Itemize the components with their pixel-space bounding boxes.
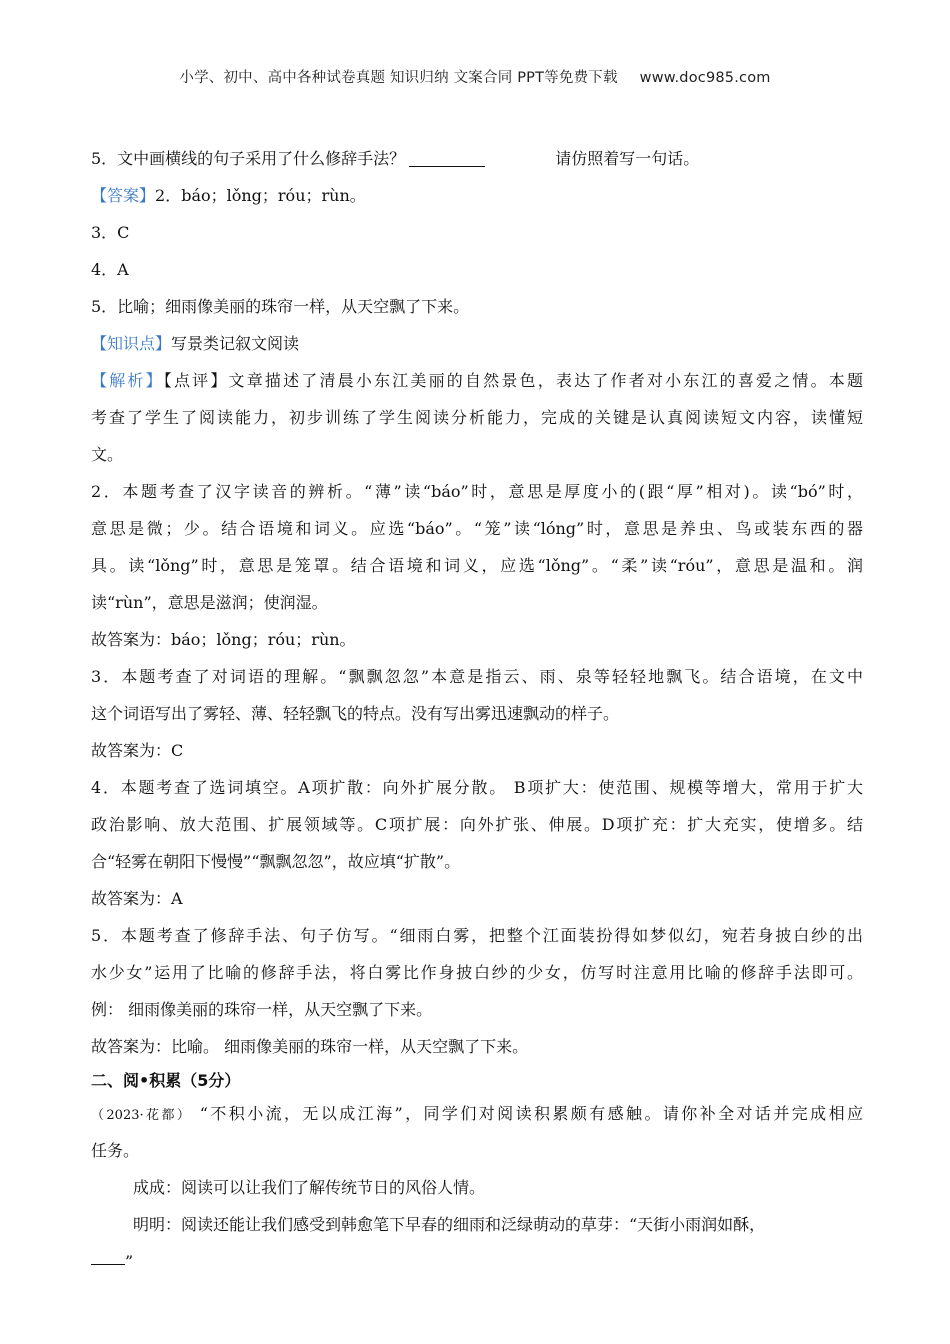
answer-2: 2．báo；lǒng；róu；rùn。 bbox=[155, 186, 366, 205]
section-2-intro-line-1 bbox=[91, 1095, 863, 1132]
analysis-p5-line: 例： 细雨像美丽的珠帘一样，从天空飘了下来。 bbox=[91, 1000, 433, 1019]
dialogue-mingming: 明明：阅读还能让我们感受到韩愈笔下早春的细雨和泛绿萌动的草芽：“天街小雨润如酥， bbox=[133, 1215, 766, 1234]
analysis-p5-line: 5．本题考查了修辞手法、句子仿写。“细雨白雾，把整个江面装扮得如梦似幻，宛若身披白纱的出 bbox=[91, 926, 863, 945]
analysis-p2-line: 读“rùn”，意思是滋润；使润湿。 bbox=[91, 593, 328, 612]
section-2-source: （2023·花都） bbox=[91, 1108, 193, 1123]
dialogue-chengcheng: 成成：阅读可以让我们了解传统节日的风俗人情。 bbox=[133, 1178, 486, 1197]
header-url: www.doc985.com bbox=[639, 70, 771, 86]
answer-blank bbox=[409, 148, 485, 167]
analysis-tag: 【解析】 bbox=[91, 371, 164, 390]
section-2-title: 二、阅•积累（5分） bbox=[91, 1071, 241, 1090]
answer-tag: 【答案】 bbox=[91, 186, 156, 205]
dialogue-mingming-blank-line bbox=[91, 1243, 863, 1280]
analysis-p4-answer: 故答案为：A bbox=[91, 889, 183, 908]
page-header bbox=[0, 66, 950, 87]
analysis-p4-line: 4．本题考查了选词填空。A项扩散：向外扩展分散。 B项扩大：使范围、规模等增大，常用于扩大 bbox=[91, 778, 863, 797]
analysis-line-1 bbox=[91, 362, 863, 399]
answer-5: 5．比喻；细雨像美丽的珠帘一样，从天空飘了下来。 bbox=[91, 297, 470, 316]
answer-3: 3．C bbox=[91, 223, 130, 242]
answer-4: 4．A bbox=[91, 260, 129, 279]
analysis-line-2: 考查了学生了阅读能力，初步训练了学生阅读分析能力，完成的关键是认真阅读短文内容，读懂短 bbox=[91, 408, 863, 427]
document-body bbox=[91, 140, 863, 1280]
section-2-intro-line-2: 任务。 bbox=[91, 1141, 140, 1160]
analysis-p2-line: 意思是微；少。结合语境和词义。应选“báo”。“笼”读“lóng”时，意思是养虫、鸟或装东西的器 bbox=[91, 519, 863, 538]
knowledge-text: 写景类记叙文阅读 bbox=[171, 334, 300, 353]
analysis-p4-line: 合“轻雾在朝阳下慢慢”“飘飘忽忽”，故应填“扩散”。 bbox=[91, 852, 461, 871]
knowledge-tag: 【知识点】 bbox=[91, 334, 172, 353]
poem-answer-blank bbox=[91, 1250, 125, 1265]
analysis-p3-line: 3．本题考查了对词语的理解。“飘飘忽忽”本意是指云、雨、泉等轻轻地飘飞。结合语境，在文中 bbox=[91, 667, 863, 686]
analysis-p5-answer: 故答案为：比喻。 细雨像美丽的珠帘一样，从天空飘了下来。 bbox=[91, 1037, 529, 1056]
question-5 bbox=[91, 140, 863, 177]
analysis-comment: 【点评】文章描述了清晨小东江美丽的自然景色，表达了作者对小东江的喜爱之情。本题 bbox=[163, 371, 863, 390]
section-2-intro: “不积小流，无以成江海”，同学们对阅读积累颇有感触。请你补全对话并完成相应 bbox=[192, 1104, 863, 1123]
analysis-line-3: 文。 bbox=[91, 445, 124, 464]
knowledge-point bbox=[91, 325, 863, 362]
question-5-prefix: 5．文中画横线的句子采用了什么修辞手法？ bbox=[91, 149, 406, 168]
analysis-p2-line: 2．本题考查了汉字读音的辨析。“薄”读“báo”时，意思是厚度小的(跟“厚”相对)。读“bó”时， bbox=[91, 482, 863, 501]
question-5-suffix: 请仿照着写一句话。 bbox=[555, 149, 700, 168]
answer-line-2 bbox=[91, 177, 863, 214]
analysis-p2-line: 具。读“lǒng”时，意思是笼罩。结合语境和词义，应选“lǒng”。“柔”读“róu”，意思是温和。润 bbox=[91, 556, 863, 575]
analysis-p3-answer: 故答案为：C bbox=[91, 741, 184, 760]
analysis-p5-line: 水少女”运用了比喻的修辞手法，将白雾比作身披白纱的少女，仿写时注意用比喻的修辞手法即可。 bbox=[91, 963, 863, 982]
analysis-p3-line: 这个词语写出了雾轻、薄、轻轻飘飞的特点。没有写出雾迅速飘动的样子。 bbox=[91, 704, 620, 723]
analysis-p4-line: 政治影响、放大范围、扩展领域等。C项扩展：向外扩张、伸展。D项扩充：扩大充实，使增多。结 bbox=[91, 815, 863, 834]
header-left-text: 小学、初中、高中各种试卷真题 知识归纳 文案合同 PPT等免费下载 bbox=[179, 70, 618, 86]
analysis-p2-answer: 故答案为：báo；lǒng；róu；rùn。 bbox=[91, 630, 356, 649]
closing-quote: ” bbox=[125, 1252, 134, 1271]
